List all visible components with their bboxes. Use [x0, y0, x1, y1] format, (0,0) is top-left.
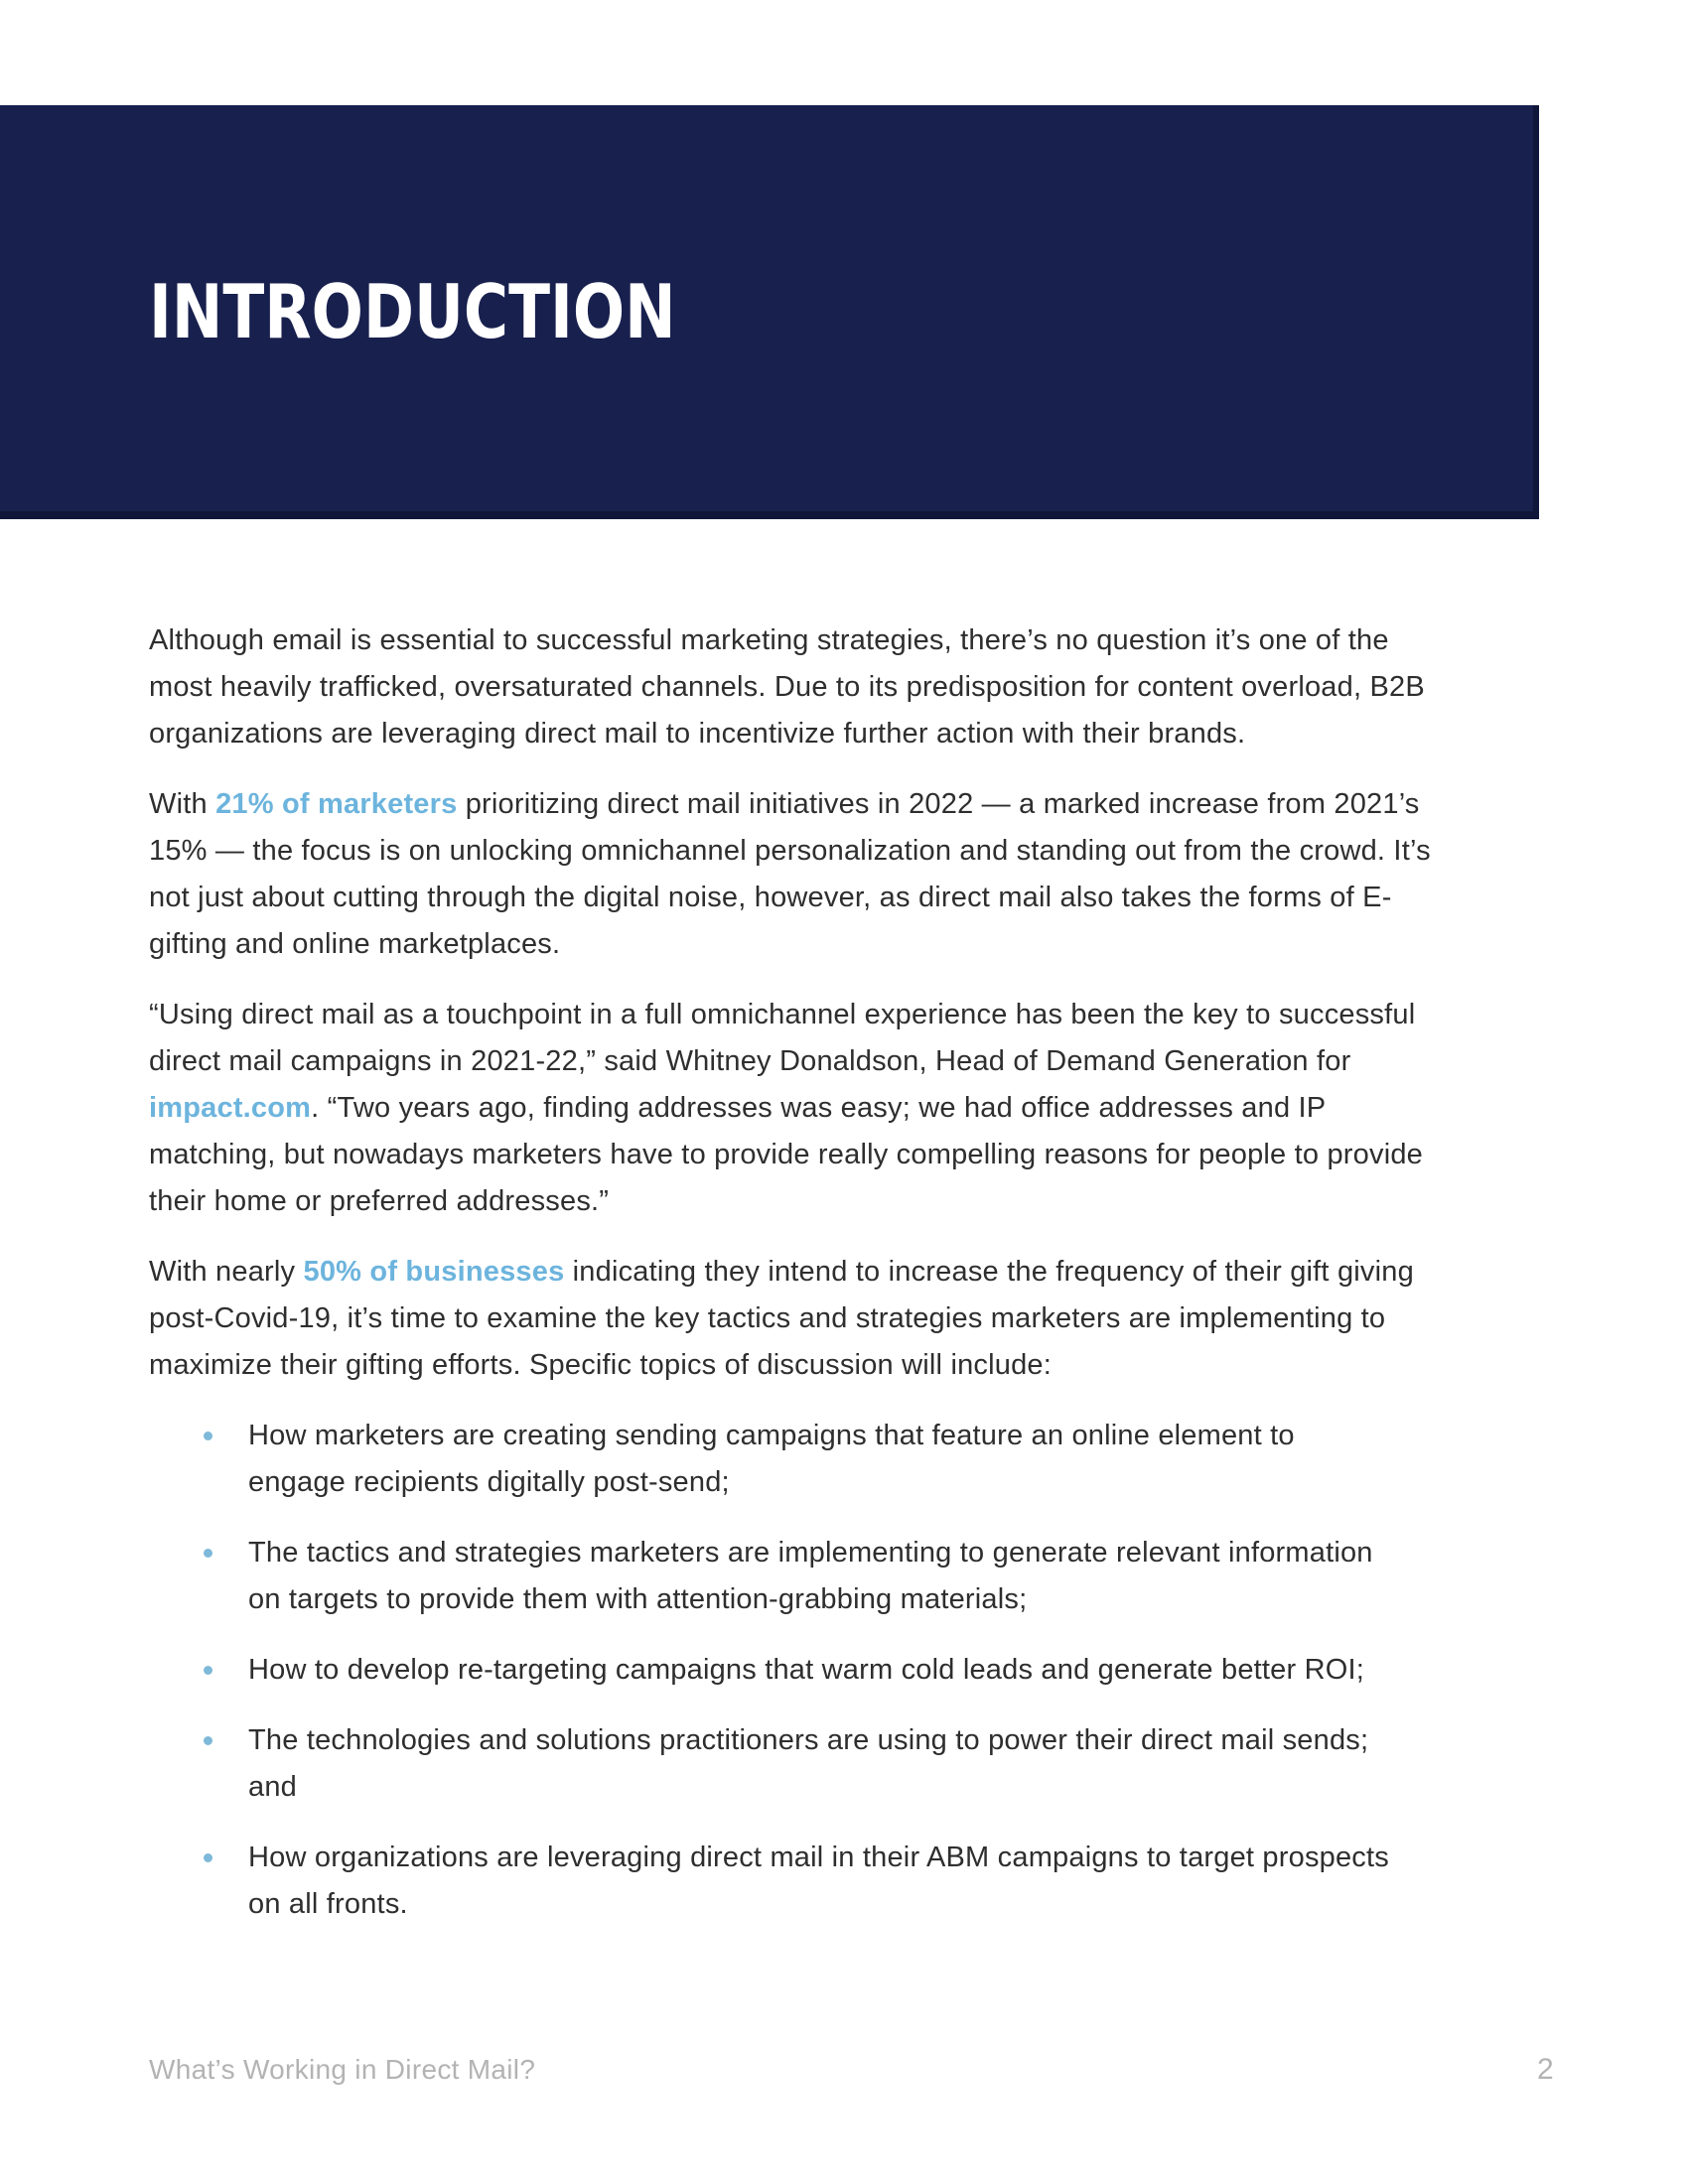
paragraph-text: indicating they intend to increase the frequency of their gift giving post-Covid-19, it’s time to examine the key tactics and strategies marketers are implementing to maximize their gifting efforts. Specific topics of discussion will include: [149, 1256, 1414, 1381]
section-header-band [0, 105, 1539, 519]
bullet-text: How marketers are creating sending campaigns that feature an online element to engage recipients digitally post-send; [248, 1420, 1295, 1498]
inline-link[interactable]: 21% of marketers [215, 788, 458, 820]
footer-running-title: What’s Working in Direct Mail? [149, 2054, 536, 2085]
page-title: INTRODUCTION [149, 268, 676, 355]
paragraph-list [149, 617, 1432, 1389]
paragraph-text: With nearly [149, 1256, 304, 1288]
bullet-text: How organizations are leveraging direct mail in their ABM campaigns to target prospects on all fronts. [248, 1842, 1389, 1920]
paragraph-text: “Using direct mail as a touchpoint in a full omnichannel experience has been the key to successful direct mail campaigns in 2021-22,” said Whitney Donaldson, Head of Demand Generation for [149, 999, 1416, 1077]
page-footer [149, 2053, 1554, 2087]
bullet-dot-icon [204, 1549, 212, 1558]
bullet-list [149, 1413, 1432, 1928]
bullet-dot-icon [204, 1432, 212, 1440]
body-paragraph [149, 992, 1432, 1225]
body-paragraph [149, 1249, 1432, 1389]
footer-page-number: 2 [1537, 2053, 1554, 2086]
bullet-item [149, 1835, 1390, 1928]
bullet-item [149, 1647, 1390, 1694]
paragraph-text: Although email is essential to successful marketing strategies, there’s no question it’s one of the most heavily trafficked, oversaturated channels. Due to its predisposition for content overload, B2B organizations are leveraging direct mail to incentivize further action with their brands. [149, 624, 1425, 750]
bullet-item [149, 1413, 1390, 1506]
bullet-text: The technologies and solutions practitioners are using to power their direct mail sends; and [248, 1724, 1369, 1803]
inline-link[interactable]: impact.com [149, 1092, 312, 1124]
paragraph-text: prioritizing direct mail initiatives in 2022 — a marked increase from 2021’s 15% — the focus is on unlocking omnichannel personalization and standing out from the crowd. It’s not just about cutting through the digital noise, however, as direct mail also takes the forms of E-gifting and online marketplaces. [149, 788, 1431, 960]
bullet-dot-icon [204, 1853, 212, 1862]
bullet-item [149, 1530, 1390, 1623]
body-paragraph [149, 781, 1432, 968]
body-content [149, 617, 1432, 1952]
paragraph-text: With [149, 788, 216, 820]
body-paragraph [149, 617, 1432, 757]
bullet-item [149, 1717, 1390, 1811]
bullet-dot-icon [204, 1666, 212, 1675]
bullet-text: The tactics and strategies marketers are implementing to generate relevant information on targets to provide them with attention-grabbing materials; [248, 1537, 1373, 1615]
bullet-dot-icon [204, 1736, 212, 1745]
bullet-text: How to develop re-targeting campaigns that warm cold leads and generate better ROI; [248, 1654, 1365, 1686]
inline-link[interactable]: 50% of businesses [303, 1256, 565, 1288]
paragraph-text: . “Two years ago, finding addresses was easy; we had office addresses and IP matching, but nowadays marketers have to provide really compelling reasons for people to provide their home or preferred addresses.” [149, 1092, 1423, 1217]
